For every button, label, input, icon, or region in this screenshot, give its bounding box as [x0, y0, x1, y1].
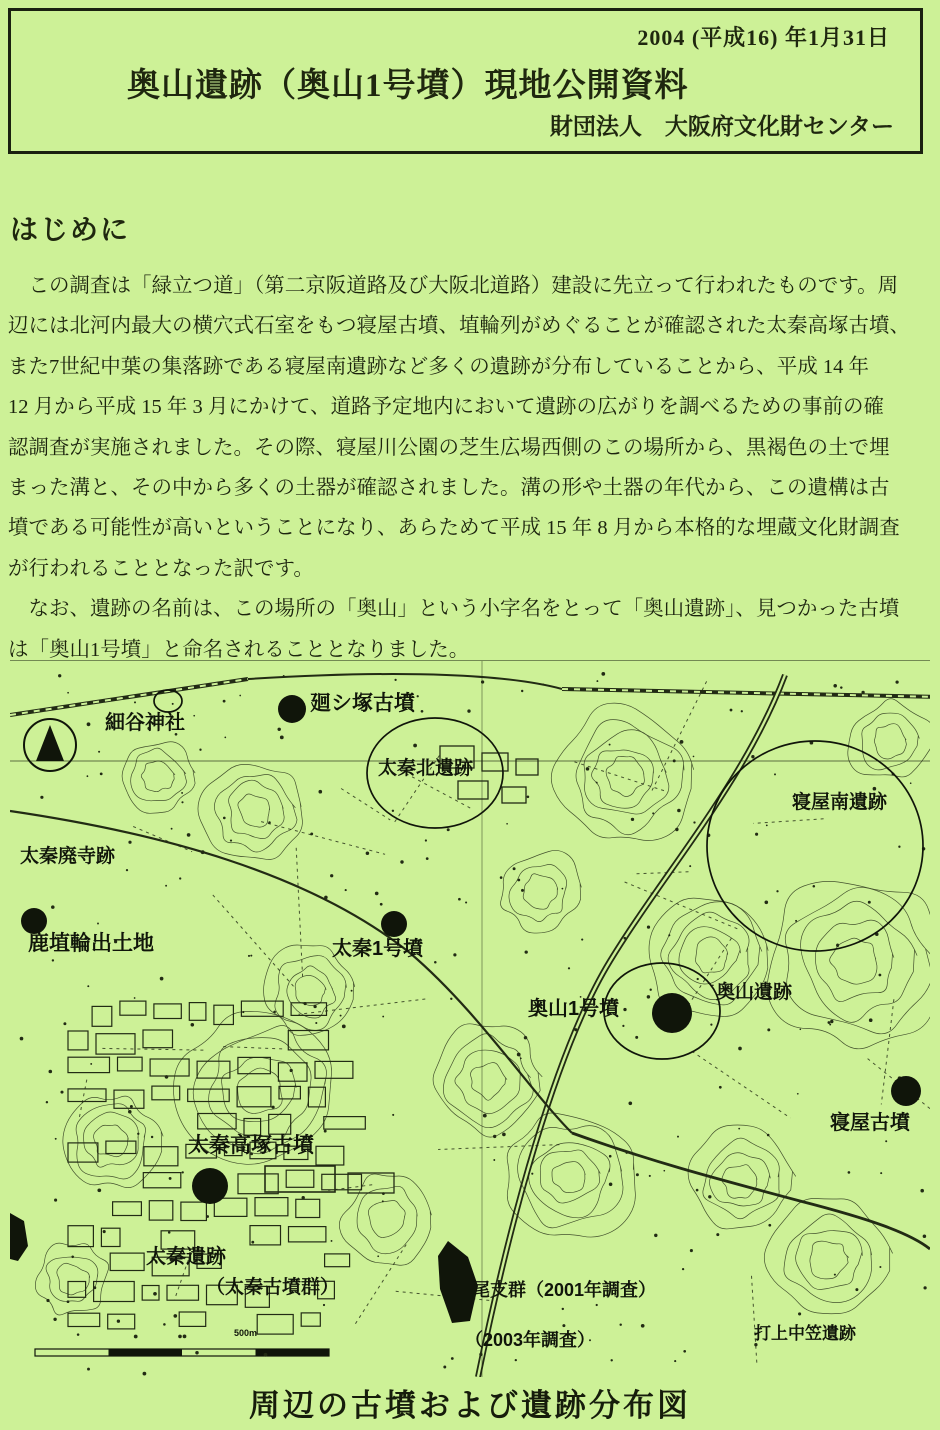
body-text-line: 辺には北河内最大の横穴式石室をもつ寝屋古墳、埴輪列がめぐることが確認された太秦高塚古墳、: [8, 315, 910, 338]
header-date: 2004 (平成16) 年1月31日: [637, 25, 890, 50]
header-box: [8, 8, 923, 154]
intro-paragraphs: [8, 266, 934, 670]
section-heading: はじめに: [10, 214, 131, 245]
map-label: 奥山遺跡: [716, 982, 793, 1003]
body-text-line: は「奥山1号墳」と命名されることとなりました。: [8, 638, 470, 661]
map-label: 太秦高塚古墳: [188, 1134, 314, 1157]
map-label: （太秦古墳群）: [206, 1277, 340, 1298]
map-label: 太秦北遺跡: [378, 758, 474, 779]
body-text-line: が行われることとなった訳です。: [8, 557, 314, 580]
map-label-layer: [10, 661, 930, 1377]
body-text-line: 12 月から平成 15 年 3 月にかけて、道路予定地内において遺跡の広がりを調べるための事前の確: [8, 396, 884, 419]
map-label: 廻シ塚古墳: [310, 692, 415, 715]
map-label: 500m: [234, 1328, 258, 1338]
map-label: 太秦廃寺跡: [20, 846, 116, 867]
page-title: 奥山遺跡（奥山1号墳）現地公開資料: [127, 68, 689, 104]
map-label: 太秦1号墳: [332, 938, 424, 960]
map-label: 細谷神社: [105, 712, 185, 734]
header-organization: 財団法人 大阪府文化財センター: [549, 113, 894, 139]
map-label: 鹿埴輪出土地: [28, 932, 154, 955]
body-text-line: 墳である可能性が高いということになり、あらためて平成 15 年 8 月から本格的な埋蔵文化財調査: [8, 517, 900, 540]
body-text-line: なお、遺跡の名前は、この場所の「奥山」という小字名をとって「奥山遺跡」、見つかった古墳: [8, 598, 900, 621]
map-label: 尾支群（2001年調査）: [472, 1280, 657, 1300]
body-text-line: 認調査が実施されました。その際、寝屋川公園の芝生広場西側のこの場所から、黒褐色の土で埋: [8, 436, 890, 459]
map-caption: 周辺の古墳および遺跡分布図: [249, 1388, 691, 1423]
map-label: 寝屋古墳: [830, 1112, 910, 1134]
body-text-line: また7世紀中葉の集落跡である寝屋南遺跡など多くの遺跡が分布していることから、平成 14 年: [8, 355, 869, 378]
map-label: （2003年調査）: [465, 1330, 596, 1350]
map-label: 寝屋南遺跡: [792, 792, 888, 813]
map-label: 太秦遺跡: [146, 1246, 226, 1268]
map-label: 打上中笠遺跡: [754, 1324, 856, 1343]
body-text-line: まった溝と、その中から多くの土器が確認されました。溝の形や土器の年代から、この遺構は古: [8, 477, 890, 500]
site-map: [10, 660, 930, 1377]
map-label: 奥山1号墳: [528, 998, 620, 1020]
body-text-line: この調査は「緑立つ道」（第二京阪道路及び大阪北道路）建設に先立って行われたものです。周: [8, 275, 899, 297]
